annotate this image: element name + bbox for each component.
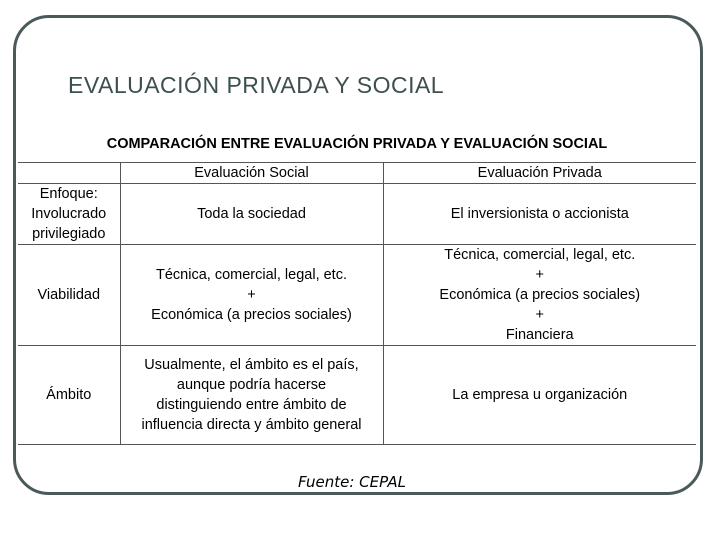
table-row-enfoque xyxy=(18,184,696,245)
row-label-line: Involucrado xyxy=(31,206,107,222)
row-label-viabilidad xyxy=(18,245,120,346)
header-cell-empty xyxy=(18,163,120,184)
row-label-line: Enfoque: xyxy=(39,186,98,202)
cell-line: Financiera xyxy=(505,327,574,343)
cell-line: + xyxy=(535,307,544,323)
cell-privada-viabilidad xyxy=(383,245,696,346)
table-row-viabilidad xyxy=(18,245,696,346)
cell-line: Toda la sociedad xyxy=(197,206,306,222)
cell-line: La empresa u organización xyxy=(452,387,628,403)
table-header-row xyxy=(18,163,696,184)
comparison-table xyxy=(18,162,696,445)
cell-line: influencia directa y ámbito general xyxy=(141,417,362,433)
row-label-line: Ámbito xyxy=(46,387,92,403)
cell-line: Usualmente, el ámbito es el país, xyxy=(144,357,359,373)
cell-privada-enfoque xyxy=(383,184,696,245)
cell-social-enfoque xyxy=(120,184,383,245)
cell-line: Técnica, comercial, legal, etc. xyxy=(156,267,347,283)
cell-line: + xyxy=(247,287,256,303)
header-cell-social: Evaluación Social xyxy=(120,163,383,184)
row-label-line: privilegiado xyxy=(32,226,106,242)
cell-line: + xyxy=(535,267,544,283)
cell-line: Económica (a precios sociales) xyxy=(439,287,641,303)
cell-social-viabilidad xyxy=(120,245,383,346)
table-row-ambito xyxy=(18,346,696,445)
cell-privada-ambito xyxy=(383,346,696,445)
header-cell-privada: Evaluación Privada xyxy=(383,163,696,184)
row-label-line: Viabilidad xyxy=(37,287,101,303)
cell-line: Técnica, comercial, legal, etc. xyxy=(444,247,636,263)
source-note: Fuente: CEPAL xyxy=(297,473,407,491)
cell-line: El inversionista o accionista xyxy=(450,206,629,222)
slide-title: EVALUACIÓN PRIVADA Y SOCIAL xyxy=(68,72,445,98)
cell-line: aunque podría hacerse xyxy=(176,377,327,393)
cell-line: Económica (a precios sociales) xyxy=(151,307,352,323)
cell-line: distinguiendo entre ámbito de xyxy=(156,397,347,413)
cell-social-ambito xyxy=(120,346,383,445)
table-heading: COMPARACIÓN ENTRE EVALUACIÓN PRIVADA Y EVALUACIÓN SOCIAL xyxy=(106,136,608,152)
row-label-enfoque xyxy=(18,184,120,245)
row-label-ambito xyxy=(18,346,120,445)
